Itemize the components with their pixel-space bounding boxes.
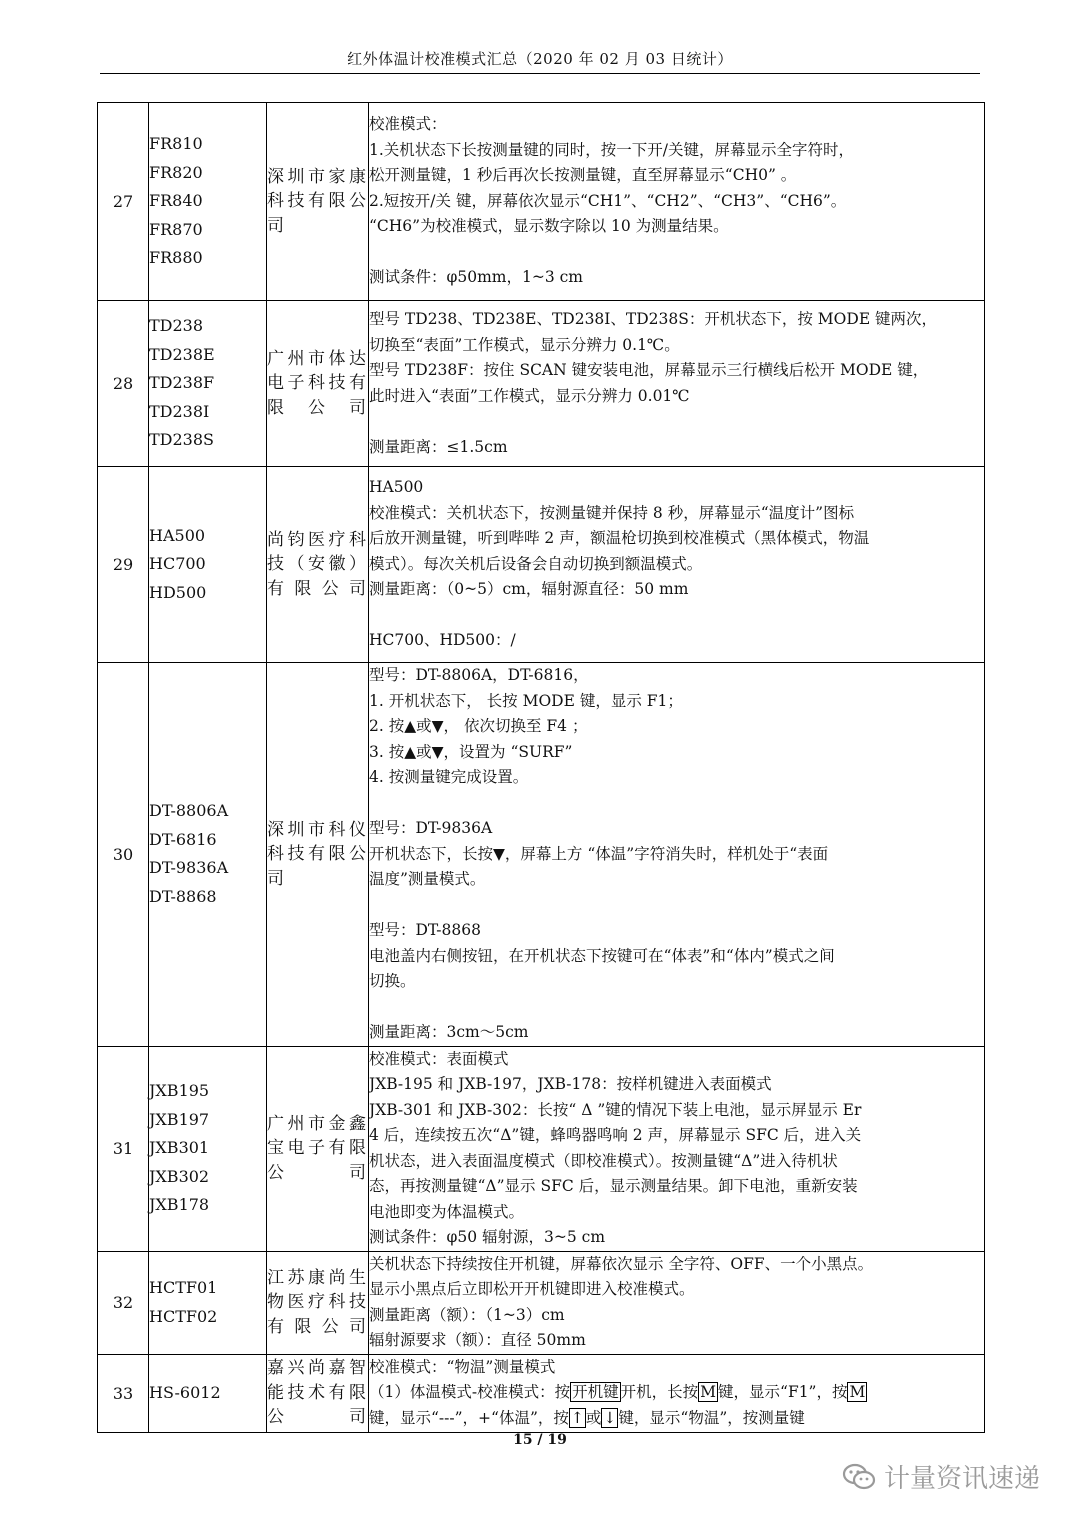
- description-line: 1.关机状态下长按测量键的同时，按一下开/关键，屏幕显示全字符时，: [369, 140, 855, 159]
- model-list: [149, 1046, 267, 1251]
- row-number: 31: [98, 1046, 149, 1251]
- description-line: 辐射源要求（额）：直径 50mm: [369, 1331, 586, 1349]
- table-row: [98, 301, 985, 467]
- company-name: 深圳市家康科技有限公司: [267, 103, 369, 301]
- text-segment: 键，显示“F1”，按: [718, 1383, 848, 1402]
- model-item: FR840: [149, 191, 203, 211]
- row-number: 29: [98, 467, 149, 663]
- description-line: 4. 按测量键完成设置。: [369, 768, 529, 786]
- description-line: [369, 1406, 984, 1432]
- calibration-table: [97, 102, 985, 1433]
- model-item: TD238I: [149, 401, 210, 421]
- model-item: DT-9836A: [149, 858, 229, 878]
- model-item: HD500: [149, 582, 207, 602]
- table-row: [98, 467, 985, 663]
- model-item: TD238E: [149, 344, 215, 364]
- description-line: [369, 1380, 984, 1406]
- calibration-description: [369, 467, 985, 663]
- description-line: 测量距离：3cm～5cm: [369, 1023, 529, 1041]
- model-item: FR870: [149, 219, 203, 239]
- model-list: [149, 301, 267, 467]
- m-key-label: M: [849, 1383, 866, 1402]
- description-line: 校准模式：: [369, 115, 447, 134]
- description-line: “CH6”为校准模式，显示数字除以 10 为测量结果。: [369, 217, 729, 236]
- blank-line: [369, 995, 984, 1021]
- calibration-description: [369, 1046, 985, 1251]
- model-item: HA500: [149, 525, 206, 545]
- model-item: JXB302: [149, 1166, 210, 1186]
- description-line: 测量距离：≤1.5cm: [369, 437, 508, 456]
- description-line: 2. 按▲或▼， 依次切换至 F4 ；: [369, 717, 588, 735]
- header-rule: [100, 73, 980, 74]
- description-line: 1. 开机状态下， 长按 MODE 键，显示 F1；: [369, 691, 683, 710]
- description-line: 模式）。每次关机后设备会自动切换到额温模式。: [369, 554, 703, 573]
- model-item: JXB197: [149, 1109, 210, 1129]
- model-list: [149, 103, 267, 301]
- description-line: HA500: [369, 478, 424, 497]
- description-line: 显示小黑点后立即松开开机键即进入校准模式。: [369, 1280, 695, 1298]
- row-number: 32: [98, 1251, 149, 1354]
- description-line: 型号：DT-9836A: [369, 819, 493, 837]
- description-line: JXB-195 和 JXB-197，JXB-178：按样机键进入表面模式: [369, 1075, 772, 1093]
- description-line: 测量距离（额）：（1~3）cm: [369, 1305, 565, 1324]
- calibration-description: [369, 1251, 985, 1354]
- description-line: 校准模式：关机状态下，按测量键并保持 8 秒，屏幕显示“温度计”图标: [369, 503, 855, 522]
- model-item: DT-8868: [149, 886, 217, 906]
- description-line: 电池盖内右侧按钮，在开机状态下按键可在“体表”和“体内”模式之间: [369, 946, 835, 965]
- blank-line: [369, 603, 984, 629]
- calibration-description: [369, 301, 985, 467]
- company-name: 深圳市科仪科技有限公司: [267, 663, 369, 1047]
- model-item: TD238F: [149, 373, 215, 393]
- model-list: [149, 1251, 267, 1354]
- description-line: 型号 TD238F：按住 SCAN 键安装电池，屏幕显示三行横线后松开 MODE 键，: [369, 361, 929, 379]
- description-line: 2.短按开/关 键，屏幕依次显示“CH1”、“CH2”、“CH3”、“CH6”。: [369, 191, 847, 210]
- description-line: JXB-301 和 JXB-302：长按“ Δ ”键的情况下装上电池，显示屏显示 Er: [369, 1100, 862, 1119]
- company-name: 嘉兴尚嘉智能技术有限公司: [267, 1354, 369, 1432]
- model-list: [149, 467, 267, 663]
- table-row: [98, 1354, 985, 1432]
- description-line: 后放开测量键，听到哔哔 2 声，额温枪切换到校准模式（黑体模式，物温: [369, 529, 870, 548]
- model-item: HC700: [149, 554, 206, 574]
- description-line: 开机状态下，长按▼，屏幕上方 “体温”字符消失时，样机处于“表面: [369, 844, 829, 863]
- text-segment: 键，显示“---”，+“体温”，按: [369, 1408, 569, 1427]
- down-arrow-icon: ↓: [603, 1408, 617, 1427]
- description-line: 测量距离：（0~5）cm，辐射源直径：50 mm: [369, 580, 689, 599]
- row-number: 33: [98, 1354, 149, 1432]
- blank-line: [369, 893, 984, 919]
- m-key-label: M: [700, 1383, 717, 1402]
- model-item: TD238S: [149, 430, 214, 450]
- wechat-icon: [842, 1462, 876, 1492]
- description-line: 校准模式：“物温”测量模式: [369, 1357, 556, 1376]
- description-line: 4 后，连续按五次“Δ”键，蜂鸣器鸣响 2 声，屏幕显示 SFC 后，进入关: [369, 1126, 862, 1144]
- page-footer: [0, 1432, 1080, 1448]
- header-title: 红外体温计校准模式汇总（2020 年 02 月 03 日统计）: [347, 50, 733, 68]
- table-row: [98, 1251, 985, 1354]
- description-line: 电池即变为体温模式。: [369, 1202, 525, 1221]
- calibration-description: [369, 663, 985, 1047]
- description-line: 关机状态下持续按住开机键，屏幕依次显示 全字符、OFF、一个小黑点。: [369, 1254, 874, 1273]
- table-row: [98, 103, 985, 301]
- model-list: [149, 663, 267, 1047]
- model-item: FR820: [149, 162, 203, 182]
- model-item: DT-8806A: [149, 801, 229, 821]
- text-segment: 开机，长按: [620, 1383, 699, 1402]
- row-number: 28: [98, 301, 149, 467]
- model-item: JXB301: [149, 1138, 210, 1158]
- description-line: 型号：DT-8806A，DT-6816，: [369, 666, 589, 684]
- description-line: 型号：DT-8868: [369, 921, 481, 939]
- text-segment: （1）体温模式-校准模式：按: [369, 1383, 571, 1402]
- company-name: 江苏康尚生物医疗科技有限公司: [267, 1251, 369, 1354]
- calibration-description: [369, 103, 985, 301]
- page-header: [100, 48, 980, 69]
- description-line: HC700、HD500：/: [369, 631, 516, 650]
- model-list: [149, 1354, 267, 1432]
- description-line: 此时进入“表面”工作模式，显示分辨力 0.01℃: [369, 386, 690, 405]
- up-arrow-icon: ↑: [570, 1408, 584, 1427]
- model-item: HS-6012: [149, 1382, 221, 1402]
- table-row: [98, 663, 985, 1047]
- description-line: 切换。: [369, 972, 416, 990]
- description-line: 温度”测量模式。: [369, 870, 486, 888]
- description-line: 测试条件：φ50 辐射源，3~5 cm: [369, 1228, 606, 1246]
- blank-line: [369, 240, 984, 266]
- page-number: 15 / 19: [513, 1432, 567, 1448]
- calibration-description: [369, 1354, 985, 1432]
- model-item: JXB178: [149, 1195, 210, 1215]
- description-line: 切换至“表面”工作模式，显示分辨力 0.1℃。: [369, 335, 680, 354]
- row-number: 27: [98, 103, 149, 301]
- company-name: 广州市金鑫宝电子有限公司: [267, 1046, 369, 1251]
- blank-line: [369, 791, 984, 817]
- description-line: 校准模式：表面模式: [369, 1049, 509, 1068]
- model-item: HCTF02: [149, 1306, 218, 1326]
- model-item: DT-6816: [149, 829, 217, 849]
- watermark-text: 计量资讯速递: [884, 1464, 1041, 1494]
- text-segment: 键，显示“物温”，按测量键: [618, 1408, 805, 1427]
- model-item: TD238: [149, 316, 204, 336]
- row-number: 30: [98, 663, 149, 1047]
- description-line: 3. 按▲或▼，设置为 “SURF”: [369, 742, 573, 761]
- description-line: 机状态，进入表面温度模式（即校准模式）。按测量键“Δ”进入待机状: [369, 1151, 838, 1170]
- description-line: 松开测量键，1 秒后再次长按测量键，直至屏幕显示“CH0” 。: [369, 166, 797, 185]
- blank-line: [369, 409, 984, 435]
- description-line: 型号 TD238、TD238E、TD238I、TD238S：开机状态下，按 MODE 键两次，: [369, 310, 938, 328]
- text-segment: 或: [585, 1408, 602, 1427]
- model-item: FR810: [149, 134, 203, 154]
- description-line: 态，再按测量键“Δ”显示 SFC 后，显示测量结果。卸下电池，重新安装: [369, 1177, 858, 1195]
- model-item: JXB195: [149, 1081, 210, 1101]
- power-key-label: 开机键: [572, 1383, 619, 1402]
- description-line: 测试条件：φ50mm，1~3 cm: [369, 268, 583, 287]
- table-row: [98, 1046, 985, 1251]
- watermark: [842, 1458, 1040, 1495]
- company-name: 广州市体达电子科技有限公司: [267, 301, 369, 467]
- model-item: HCTF01: [149, 1278, 218, 1297]
- company-name: 尚钧医疗科技（安徽）有限公司: [267, 467, 369, 663]
- model-item: FR880: [149, 248, 203, 268]
